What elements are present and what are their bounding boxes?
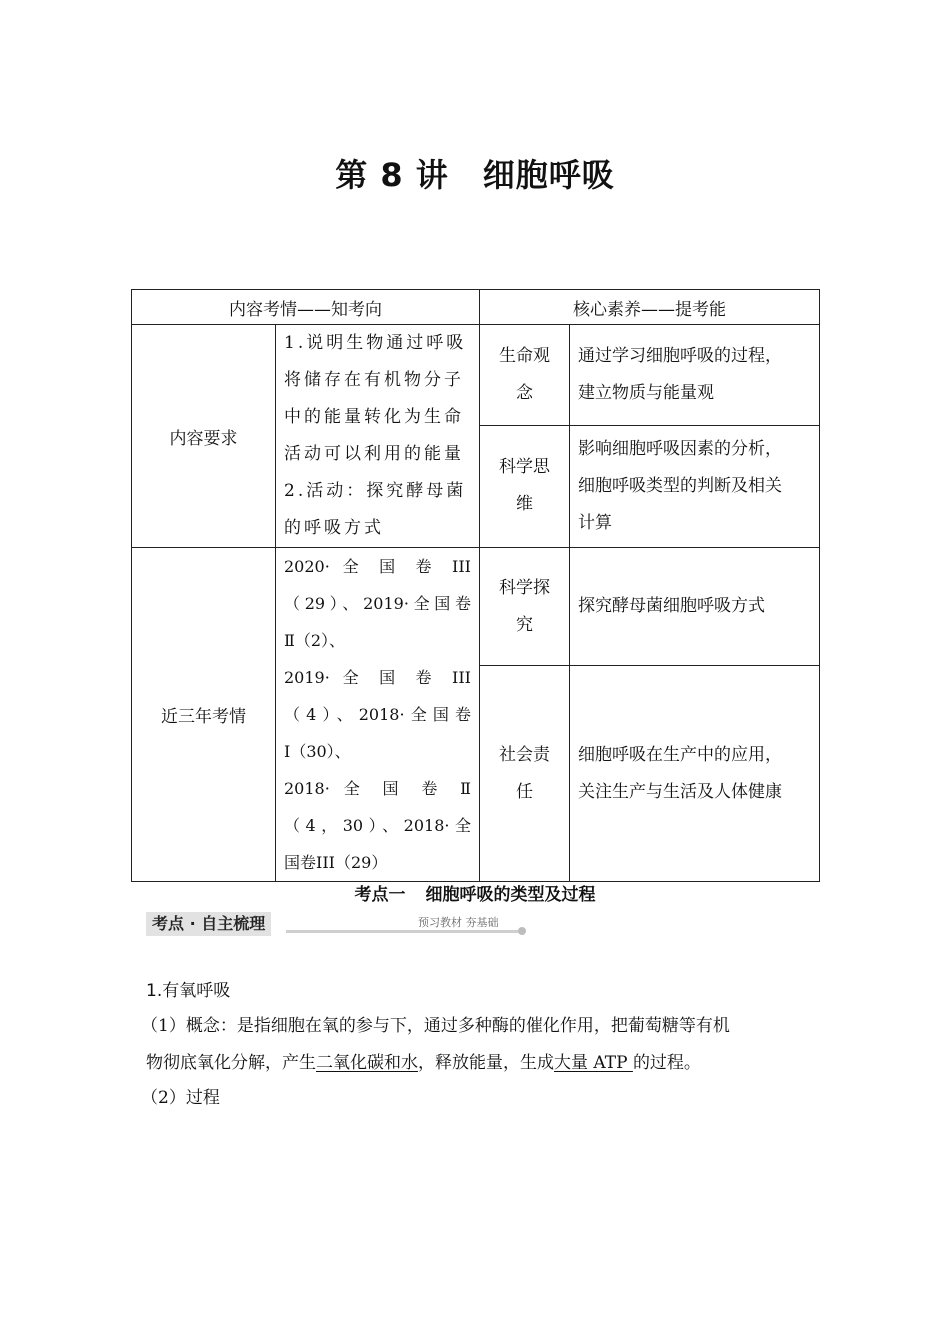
point-title: 细胞呼吸的类型及过程	[425, 885, 596, 905]
recent-line: （4，30）、2018·全	[284, 816, 471, 835]
requirements-line: 将储存在有机物分子	[284, 370, 464, 390]
process-heading: （2）过程	[141, 1088, 220, 1108]
literacy-desc: 影响细胞呼吸因素的分析， 细胞呼吸类型的判断及相关 计算	[570, 425, 820, 547]
page-title	[0, 150, 950, 196]
recent-content	[276, 548, 480, 882]
requirements-label: 内容要求	[132, 325, 276, 548]
recent-line: Ⅰ（30）、	[284, 742, 351, 761]
answer-underline: 大量 ATP	[554, 1053, 633, 1073]
requirements-line: 的呼吸方式	[284, 518, 384, 538]
recent-line: 2020· 全 国 卷 III	[284, 557, 471, 576]
literacy-name: 科学思 维	[480, 425, 570, 547]
literacy-name: 生命观 念	[480, 325, 570, 426]
banner-subtitle: 预习教材 夯基础	[414, 914, 503, 930]
literacy-desc: 通过学习细胞呼吸的过程， 建立物质与能量观	[570, 325, 820, 426]
literacy-desc: 探究酵母菌细胞呼吸方式	[570, 548, 820, 666]
recent-line: （4）、2018·全国卷	[284, 705, 471, 724]
requirements-line: 中的能量转化为生命	[284, 407, 464, 427]
point-label: 考点一	[354, 885, 406, 905]
section-banner	[146, 912, 526, 938]
banner-rule	[286, 930, 522, 933]
literacy-name: 科学探 究	[480, 548, 570, 666]
recent-line: 国卷III（29）	[284, 853, 388, 872]
literacy-name: 社会责 任	[480, 666, 570, 882]
right-header: 核心素养——提考能	[480, 290, 820, 325]
requirements-line: 活动可以利用的能量	[284, 444, 464, 464]
recent-line: （29）、2019·全国卷	[284, 594, 471, 613]
banner-tag: 考点 · 自主梳理	[146, 912, 271, 936]
recent-label: 近三年考情	[132, 548, 276, 882]
requirements-line: 2.活动：探究酵母菌	[284, 481, 467, 501]
recent-line: Ⅱ（2）、	[284, 631, 346, 650]
requirements-line: 1.说明生物通过呼吸	[284, 333, 467, 353]
concept-line1: （1）概念：是指细胞在氧的参与下，通过多种酶的催化作用，把葡萄糖等有机	[141, 1016, 730, 1036]
literacy-desc: 细胞呼吸在生产中的应用， 关注生产与生活及人体健康	[570, 666, 820, 882]
lecture-number: 第 8 讲	[335, 156, 449, 194]
requirements-content	[276, 325, 480, 548]
recent-line: 2018· 全 国 卷 Ⅱ	[284, 779, 471, 798]
left-header: 内容考情——知考向	[132, 290, 480, 325]
aerobic-heading: 1.有氧呼吸	[146, 981, 231, 1001]
lecture-name: 细胞呼吸	[482, 156, 615, 194]
answer-underline: 二氧化碳和水	[316, 1053, 418, 1073]
banner-dot-icon	[518, 927, 526, 935]
overview-table	[131, 289, 820, 882]
section-title	[0, 880, 950, 905]
recent-line: 2019· 全 国 卷 III	[284, 668, 471, 687]
concept-paragraph: （1）概念：是指细胞在氧的参与下，通过多种酶的催化作用，把葡萄糖等有机 物彻底氧化分解，产生二氧化碳和水，释放能量，生成大量 ATP 的过程。	[141, 1016, 730, 1073]
